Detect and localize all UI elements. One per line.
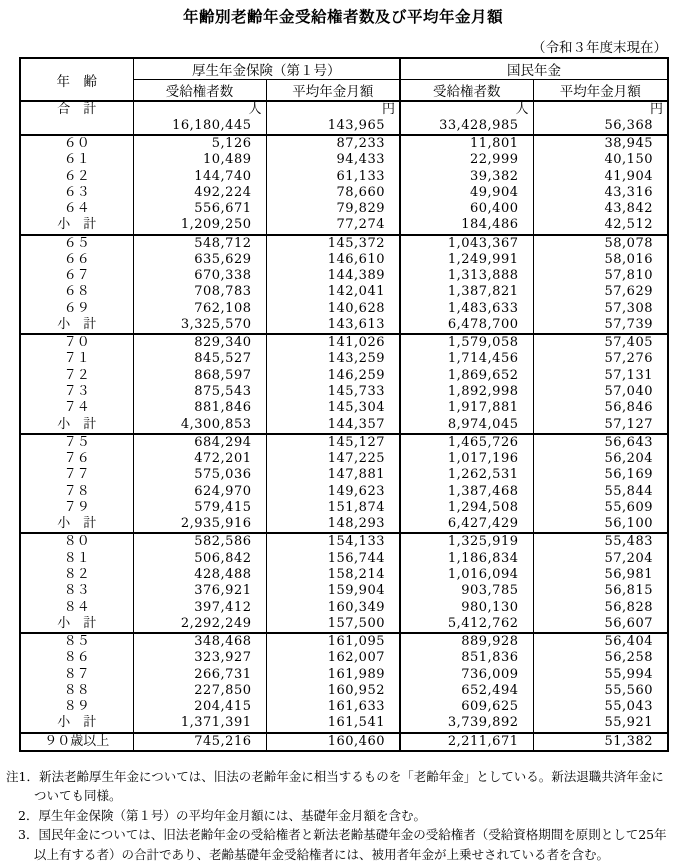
header-age: 年 齢: [20, 58, 133, 101]
age-cell: 小 計: [20, 616, 133, 633]
np-average-cell: 51,382: [533, 733, 668, 751]
epi-count-cell: 204,415: [133, 699, 266, 715]
np-average-cell: 56,169: [533, 467, 668, 483]
epi-average-cell: 145,304: [266, 400, 400, 416]
table-row: [20, 434, 668, 451]
np-average-cell: 56,846: [533, 400, 668, 416]
np-average-cell: 57,308: [533, 301, 668, 317]
np-count-cell: 22,999: [400, 152, 533, 168]
epi-average-cell: 144,357: [266, 417, 400, 434]
epi-average-cell: 160,460: [266, 733, 400, 751]
unit-person: 人: [248, 102, 262, 117]
age-cell: ８９: [20, 699, 133, 715]
age-cell: ８８: [20, 683, 133, 699]
epi-count-cell: 575,036: [133, 467, 266, 483]
np-count-cell: 1,016,094: [400, 567, 533, 583]
table-row: [20, 301, 668, 317]
age-cell: ６４: [20, 201, 133, 217]
epi-average-cell: 145,733: [266, 384, 400, 400]
np-average-cell: 56,258: [533, 650, 668, 666]
footnote-3: 3．国民年金については、旧法老齢年金の受給権者と新法老齢基礎年金の受給権者（受給資格期間を原則として25年以上有する者）の合計であり、老齢基礎年金受給権者には、被用者年金が上乗せされている者を含む。: [18, 827, 667, 862]
table-row: [20, 683, 668, 699]
epi-count-cell: 376,921: [133, 583, 266, 599]
np-average-cell: 56,981: [533, 567, 668, 583]
age-cell: ７４: [20, 400, 133, 416]
np-count-cell: 1,387,821: [400, 284, 533, 300]
table-row: [20, 217, 668, 234]
epi-average-cell: 145,127: [266, 434, 400, 451]
age-group-3: [20, 434, 668, 534]
table-row: [20, 400, 668, 416]
age-cell: ７８: [20, 484, 133, 500]
pension-table: [19, 57, 669, 752]
np-count-cell: 1,043,367: [400, 235, 533, 252]
epi-count-cell: 745,216: [133, 733, 266, 751]
np-average-cell: 57,629: [533, 284, 668, 300]
age-group-4: [20, 533, 668, 633]
epi-average-cell: 149,623: [266, 484, 400, 500]
age-cell: 小 計: [20, 317, 133, 334]
table-row: [20, 551, 668, 567]
epi-average-cell: 147,225: [266, 451, 400, 467]
epi-average-cell: 161,541: [266, 715, 400, 732]
epi-count-cell: 2,935,916: [133, 516, 266, 533]
np-count-cell: 60,400: [400, 201, 533, 217]
epi-average-cell: 77,274: [266, 217, 400, 234]
epi-count-cell: 2,292,249: [133, 616, 266, 633]
table-row: [20, 135, 668, 152]
epi-count-cell: 829,340: [133, 334, 266, 351]
epi-average-cell: 143,259: [266, 351, 400, 367]
np-average-cell: 57,127: [533, 417, 668, 434]
np-count-cell: 851,836: [400, 650, 533, 666]
value: 16,180,445: [172, 118, 252, 133]
np-count-cell: 889,928: [400, 633, 533, 650]
age-cell: ８５: [20, 633, 133, 650]
epi-count-cell: 348,468: [133, 633, 266, 650]
np-count-cell: 1,465,726: [400, 434, 533, 451]
table-row: [20, 252, 668, 268]
np-average-cell: 55,483: [533, 533, 668, 550]
epi-count-cell: [133, 101, 266, 135]
age-cell: ８４: [20, 599, 133, 615]
age-cell: ７７: [20, 467, 133, 483]
table-row: [20, 417, 668, 434]
value: 56,368: [604, 118, 653, 133]
np-average-cell: 43,316: [533, 185, 668, 201]
header-epi-count: 受給権者数: [133, 80, 266, 102]
table-row-over90: [20, 733, 668, 751]
age-cell: ９０歳以上: [20, 733, 133, 751]
age-cell: 小 計: [20, 516, 133, 533]
np-average-cell: 41,904: [533, 169, 668, 185]
age-cell: ７１: [20, 351, 133, 367]
epi-average-cell: 159,904: [266, 583, 400, 599]
np-average-cell: 38,945: [533, 135, 668, 152]
epi-average-cell: 78,660: [266, 185, 400, 201]
epi-count-cell: 579,415: [133, 500, 266, 516]
table-row: [20, 351, 668, 367]
epi-average-cell: 144,389: [266, 268, 400, 284]
np-average-cell: 56,815: [533, 583, 668, 599]
np-average-cell: [533, 101, 668, 135]
np-average-cell: 43,842: [533, 201, 668, 217]
epi-average-cell: 61,133: [266, 169, 400, 185]
epi-average-cell: 161,095: [266, 633, 400, 650]
epi-count-cell: 708,783: [133, 284, 266, 300]
table-row: [20, 500, 668, 516]
epi-average-cell: 146,610: [266, 252, 400, 268]
age-cell: ７３: [20, 384, 133, 400]
np-count-cell: 736,009: [400, 666, 533, 682]
date-note: （令和３年度末現在）: [532, 40, 667, 56]
epi-count-cell: 323,927: [133, 650, 266, 666]
table-row: [20, 169, 668, 185]
np-count-cell: [400, 101, 533, 135]
epi-count-cell: 492,224: [133, 185, 266, 201]
np-count-cell: 980,130: [400, 599, 533, 615]
table-row: [20, 368, 668, 384]
unit-yen: 円: [649, 102, 663, 117]
epi-average-cell: 87,233: [266, 135, 400, 152]
age-cell: ７５: [20, 434, 133, 451]
np-average-cell: 57,739: [533, 317, 668, 334]
np-count-cell: 1,714,456: [400, 351, 533, 367]
np-count-cell: 1,294,508: [400, 500, 533, 516]
age-cell: ６６: [20, 252, 133, 268]
epi-count-cell: 881,846: [133, 400, 266, 416]
epi-count-cell: 556,671: [133, 201, 266, 217]
np-average-cell: 56,643: [533, 434, 668, 451]
epi-count-cell: 5,126: [133, 135, 266, 152]
np-count-cell: 1,917,881: [400, 400, 533, 416]
np-count-cell: 1,249,991: [400, 252, 533, 268]
table-row: [20, 650, 668, 666]
np-count-cell: 6,478,700: [400, 317, 533, 334]
epi-average-cell: 161,989: [266, 666, 400, 682]
table-row: [20, 666, 668, 682]
epi-count-cell: 10,489: [133, 152, 266, 168]
epi-average-cell: 142,041: [266, 284, 400, 300]
epi-count-cell: 397,412: [133, 599, 266, 615]
np-count-cell: 11,801: [400, 135, 533, 152]
np-average-cell: 56,607: [533, 616, 668, 633]
table-row: [20, 185, 668, 201]
table-row: [20, 567, 668, 583]
np-count-cell: 39,382: [400, 169, 533, 185]
table-row: [20, 201, 668, 217]
np-average-cell: 55,043: [533, 699, 668, 715]
epi-count-cell: 875,543: [133, 384, 266, 400]
epi-count-cell: 762,108: [133, 301, 266, 317]
np-count-cell: 1,387,468: [400, 484, 533, 500]
epi-count-cell: 144,740: [133, 169, 266, 185]
np-average-cell: 42,512: [533, 217, 668, 234]
age-cell: ６１: [20, 152, 133, 168]
np-average-cell: 56,404: [533, 633, 668, 650]
epi-count-cell: 582,586: [133, 533, 266, 550]
age-cell: ７２: [20, 368, 133, 384]
np-average-cell: 57,204: [533, 551, 668, 567]
epi-count-cell: 506,842: [133, 551, 266, 567]
unit-person: 人: [515, 102, 529, 117]
table-row: [20, 599, 668, 615]
age-cell: ６９: [20, 301, 133, 317]
epi-count-cell: 227,850: [133, 683, 266, 699]
np-count-cell: 1,262,531: [400, 467, 533, 483]
age-cell: 小 計: [20, 715, 133, 732]
np-average-cell: 57,131: [533, 368, 668, 384]
np-count-cell: 1,017,196: [400, 451, 533, 467]
np-count-cell: 8,974,045: [400, 417, 533, 434]
age-cell: ８６: [20, 650, 133, 666]
np-average-cell: 55,921: [533, 715, 668, 732]
age-cell: ８０: [20, 533, 133, 550]
np-count-cell: 2,211,671: [400, 733, 533, 751]
value: 33,428,985: [439, 118, 519, 133]
epi-average-cell: 154,133: [266, 533, 400, 550]
epi-average-cell: 140,628: [266, 301, 400, 317]
epi-average-cell: 162,007: [266, 650, 400, 666]
age-group-0: [20, 135, 668, 235]
np-average-cell: 57,276: [533, 351, 668, 367]
header-np-count: 受給権者数: [400, 80, 533, 102]
table-row: [20, 152, 668, 168]
np-average-cell: 57,810: [533, 268, 668, 284]
table-row: [20, 516, 668, 533]
epi-count-cell: 472,201: [133, 451, 266, 467]
table-row: [20, 451, 668, 467]
table-row: [20, 533, 668, 550]
np-count-cell: 652,494: [400, 683, 533, 699]
table-row: [20, 583, 668, 599]
value: 143,965: [327, 118, 385, 133]
np-count-cell: 184,486: [400, 217, 533, 234]
age-cell: ６２: [20, 169, 133, 185]
total-section: [20, 101, 668, 135]
np-average-cell: 57,405: [533, 334, 668, 351]
epi-count-cell: 624,970: [133, 484, 266, 500]
epi-average-cell: 160,349: [266, 599, 400, 615]
np-average-cell: 58,078: [533, 235, 668, 252]
footnotes: [6, 767, 670, 864]
age-cell: ６５: [20, 235, 133, 252]
epi-average-cell: 158,214: [266, 567, 400, 583]
np-average-cell: 40,150: [533, 152, 668, 168]
epi-count-cell: 3,325,570: [133, 317, 266, 334]
np-count-cell: 49,904: [400, 185, 533, 201]
table-row-total: [20, 101, 668, 135]
epi-average-cell: [266, 101, 400, 135]
age-cell: 小 計: [20, 417, 133, 434]
np-average-cell: 56,204: [533, 451, 668, 467]
np-count-cell: 1,483,633: [400, 301, 533, 317]
np-average-cell: 55,994: [533, 666, 668, 682]
table-row: [20, 235, 668, 252]
footnote-2: 2．厚生年金保険（第１号）の平均年金月額には、基礎年金月額を含む。: [18, 807, 426, 823]
epi-count-cell: 868,597: [133, 368, 266, 384]
unit-yen: 円: [381, 102, 395, 117]
table-row: [20, 384, 668, 400]
table-row: [20, 715, 668, 732]
age-cell: ６７: [20, 268, 133, 284]
header-group-epi: 厚生年金保険（第１号）: [133, 58, 400, 80]
np-average-cell: 55,609: [533, 500, 668, 516]
epi-average-cell: 160,952: [266, 683, 400, 699]
epi-average-cell: 156,744: [266, 551, 400, 567]
age-cell: ８３: [20, 583, 133, 599]
table-row: [20, 484, 668, 500]
age-cell: ７９: [20, 500, 133, 516]
np-average-cell: 57,040: [533, 384, 668, 400]
age-cell: ６３: [20, 185, 133, 201]
age-cell: 小 計: [20, 217, 133, 234]
np-count-cell: 6,427,429: [400, 516, 533, 533]
epi-average-cell: 147,881: [266, 467, 400, 483]
np-count-cell: 609,625: [400, 699, 533, 715]
age-cell: ８１: [20, 551, 133, 567]
table-row: [20, 467, 668, 483]
epi-average-cell: 145,372: [266, 235, 400, 252]
table-row: [20, 317, 668, 334]
age-cell: ８７: [20, 666, 133, 682]
header-epi-average: 平均年金月額: [266, 80, 400, 102]
epi-average-cell: 157,500: [266, 616, 400, 633]
table-row: [20, 268, 668, 284]
np-count-cell: 5,412,762: [400, 616, 533, 633]
np-average-cell: 58,016: [533, 252, 668, 268]
epi-average-cell: 94,433: [266, 152, 400, 168]
epi-count-cell: 845,527: [133, 351, 266, 367]
table-row: [20, 633, 668, 650]
epi-average-cell: 143,613: [266, 317, 400, 334]
table-row: [20, 699, 668, 715]
table-row: [20, 334, 668, 351]
np-average-cell: 56,828: [533, 599, 668, 615]
np-count-cell: 3,739,892: [400, 715, 533, 732]
epi-average-cell: 141,026: [266, 334, 400, 351]
epi-average-cell: 161,633: [266, 699, 400, 715]
epi-count-cell: 4,300,853: [133, 417, 266, 434]
epi-average-cell: 151,874: [266, 500, 400, 516]
epi-count-cell: 548,712: [133, 235, 266, 252]
np-count-cell: 1,186,834: [400, 551, 533, 567]
table-row: [20, 284, 668, 300]
age-cell: ７０: [20, 334, 133, 351]
epi-count-cell: 428,488: [133, 567, 266, 583]
np-count-cell: 1,892,998: [400, 384, 533, 400]
age-cell: ７６: [20, 451, 133, 467]
age-group-1: [20, 235, 668, 335]
epi-count-cell: 635,629: [133, 252, 266, 268]
over90-section: [20, 733, 668, 751]
header-np-average: 平均年金月額: [533, 80, 668, 102]
np-count-cell: 903,785: [400, 583, 533, 599]
np-count-cell: 1,313,888: [400, 268, 533, 284]
age-group-2: [20, 334, 668, 434]
age-cell: ６０: [20, 135, 133, 152]
table-header: [20, 58, 668, 101]
table-row: [20, 616, 668, 633]
np-average-cell: 55,844: [533, 484, 668, 500]
header-group-np: 国民年金: [400, 58, 668, 80]
epi-average-cell: 148,293: [266, 516, 400, 533]
np-count-cell: 1,869,652: [400, 368, 533, 384]
np-count-cell: 1,325,919: [400, 533, 533, 550]
age-group-5: [20, 633, 668, 733]
page-title: 年齢別老齢年金受給権者数及び平均年金月額: [182, 8, 503, 26]
age-cell: 合 計: [20, 101, 133, 135]
np-average-cell: 56,100: [533, 516, 668, 533]
np-average-cell: 55,560: [533, 683, 668, 699]
epi-count-cell: 670,338: [133, 268, 266, 284]
epi-count-cell: 1,371,391: [133, 715, 266, 732]
epi-count-cell: 684,294: [133, 434, 266, 451]
age-cell: ６８: [20, 284, 133, 300]
epi-count-cell: 266,731: [133, 666, 266, 682]
epi-average-cell: 79,829: [266, 201, 400, 217]
epi-count-cell: 1,209,250: [133, 217, 266, 234]
epi-average-cell: 146,259: [266, 368, 400, 384]
footnote-1: 注1．新法老齢厚生年金については、旧法の老齢年金に相当するものを「老齢年金」としている。新法退職共済年金についても同様。: [6, 768, 664, 804]
age-cell: ８２: [20, 567, 133, 583]
np-count-cell: 1,579,058: [400, 334, 533, 351]
